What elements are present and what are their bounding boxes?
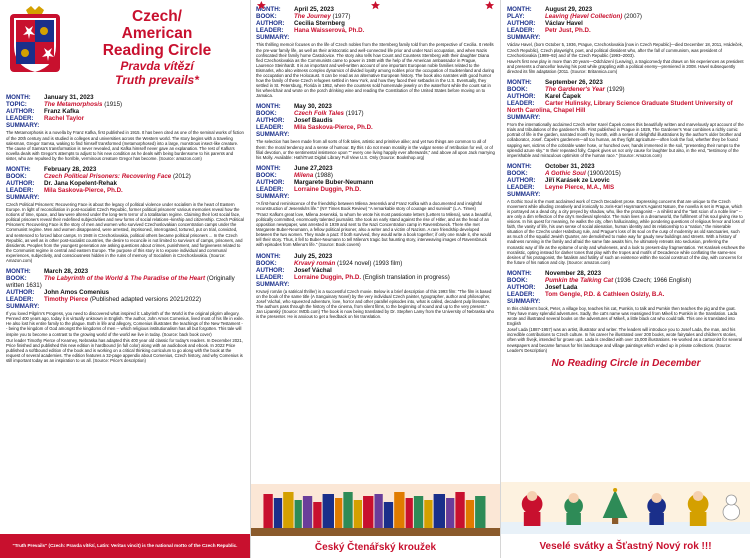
- motto-czech: Pravda vítězí: [120, 59, 194, 73]
- entry-leader: Tom Gengle, P.D. & Cathleen Oslzly, B.A.: [545, 291, 665, 298]
- summary-label: SUMMARY:: [256, 131, 290, 139]
- entry-title-note: (Originally written 1631): [6, 274, 235, 289]
- motto-footnote-bar: [0, 534, 250, 558]
- entry-summary-extra: Havel's first new play in more than 20 years—Odcházení (Leaving), a tragicomedy that draws on his experiences as president and presents a chancellor leaving his post while grappling with a political enemy—premiered in 2008. Havel subsequently directed its film adaptation (2011. (Source: Britannica.com): [507, 58, 744, 74]
- brochure-panel-left: [0, 0, 250, 558]
- entry-summary: Czech Political Prisoners: Recovering Face is about the legacy of political violence under socialism in the heart of Eastern Europe. In light of reconciliation in post-socialist Czech Republic, former political prisoners' various memories reveal how the notions of time, space, and law were altered under the long-term terror of a totalitarian regime. Claiming their lost social face, political prisoners reveal their redefined subjectivities and new forms of social relations--kinship and citizenship. Czech Political Prisoners: Recovering Face is the story of men and women who survived Czechoslovakian concentration camps under the Communist regime. Men and women disappeared, were arrested, imprisoned, interrogated, tortured, put on trial, convicted, and sentenced to forced labor camps. In 1948 in Czechoslovakia, political others became political prisoners ... In the Czech Republic, as well as in other post-socialist countries, the desire to reconcile is not limited to survivors of camps, prisoners, and dissidents. Peoples from the youngest generation are asking questions about crimes, punishment, and forgiveness related to the Communist regime in central and eastern Europe. The purpose of this story is to expose individual and communal experiences, subjectivity, and consciousness hidden in the ruins of memory of Socialism in Czechoslovakia. (Source: Amazon.com): [6, 202, 244, 263]
- entry-month: January 31, 2023: [44, 94, 94, 101]
- month-label: MONTH:: [256, 6, 281, 13]
- december-notice: No Reading Circle in December: [551, 357, 701, 369]
- entry-title: A Gothic Soul: [545, 169, 586, 177]
- book-label: BOOK:: [507, 276, 528, 284]
- entry-month: March 28, 2023: [44, 267, 89, 275]
- entry-author: Josef Baudis: [294, 117, 333, 125]
- author-label: AUTHOR:: [507, 283, 536, 291]
- entry-title-note: (2007): [624, 13, 642, 21]
- panel-footer: [251, 536, 500, 558]
- entry-leader: Timothy Pierce: [44, 296, 89, 304]
- month-label: MONTH:: [256, 252, 281, 260]
- leader-label: LEADER:: [256, 185, 284, 193]
- circle-name-czech: Český Čtenářský kroužek: [314, 541, 437, 553]
- entry-title: Czech Folk Tales: [294, 110, 344, 118]
- brochure-panel-middle: [250, 0, 500, 558]
- motto-english: Truth prevails*: [115, 73, 199, 87]
- author-label: AUTHOR:: [507, 176, 536, 184]
- month-label: MONTH:: [256, 164, 281, 172]
- month-label: MONTH:: [507, 78, 532, 86]
- month-label: MONTH:: [507, 6, 532, 13]
- entry-summary: "A first-hand reminiscence of the friendship between Milena Jesenská and Franz Kafka with a documented and insightful reconstruction of Jesenská's life." (NY Times Book Review) "A remarkable story of courage and survival" (L.A. Times): [256, 201, 483, 212]
- entry-title-note: (1900/2015): [587, 169, 621, 177]
- summary-label: SUMMARY:: [6, 194, 40, 202]
- panel-footer: [501, 534, 750, 558]
- schedule-entry: [256, 253, 495, 320]
- entry-summary: Václav Havel, (born October 5, 1936, Prague, Czechoslovakia [now in Czech Republic]—died December 18, 2011, Hrádeček, Czech Republic), Czech playwright, poet, and political dissident who, after the fall of communism, was president of Czechoslovakia (1989–92) and of the Czech Republic (1993–2003).: [507, 42, 743, 58]
- entry-author: John Amos Comenius: [44, 289, 110, 297]
- entry-author: Karel Čapek: [545, 92, 581, 100]
- entry-month: August 29, 2023: [545, 6, 593, 13]
- book-label: BOOK:: [6, 172, 27, 180]
- month-label: MONTH:: [6, 267, 31, 275]
- entry-title: The Labyrinth of the World & The Paradise of the Heart: [44, 274, 206, 282]
- author-label: AUTHOR:: [256, 266, 285, 274]
- entry-summary: A Gothic Soul is the most acclaimed work of Czech Decadent prose. Expressing concerns that are unique to the Czech movement while alluding creatively and ironically to Joris-Karl Huysmans's Against Nature, the novella is set in Prague, which is portrayed as a dead city, a city preyed by shadow, who, like the protagonist -- a nihilist and the "last scion of a noble line" -- are only a dim reflection of the city's medieval splendor. The main lives in a dreamworld, the fulfilment of his soul giving rise to visions. In his quest for meaning, he walks the city, often hallucinating, while pondering questions of religious fervor and loss of faith, the vanity of life, his own sense of social alienation, human identity and its relationship to a "nation," the miserable situation of the Czechs under Habsburg rule, and Prague's loss of its soul on the cusp of modernity as old sanctuaries, such as much of the squalid Jewish Quarter, are demolished to make way for gaudy new buildings and streets. With a history of madness running in the family and afraid the same fate awaits him, he ultimately retreats into seclusion, preferring the monastic way of life as the epitome of unity and wholeness, and a look to present-day fragmentation. Yet Karásek eschews the moralistic, opting instead for darker tones that play with the tropes and motifs of Decadence while conflating the same-sex desires of his protagonist, the fatalism and futility of such an existence within the social construct of the day, with concerns for the future of his nation and city. (Source: amazon.com): [507, 199, 745, 265]
- author-label: AUTHOR:: [507, 20, 536, 28]
- leader-label: LEADER:: [256, 27, 284, 35]
- entry-title: Krvavý román: [294, 259, 336, 267]
- entry-summary: From the internationally acclaimed Czech writer Karel Čapek comes this beautifully written and marvelously apt account of the trials and tribulations of the gardener's life. First published in Prague in 1929, The Gardener's Year combines a richly comic portrait of life in the garden, narrated month by month, with a series of delightful illustrations by the author's older brother and collaborator, Josef. Čapek's gardeners—all too human, as they fight agriculture—often look the fool, whether they be found sapping wet, victims of the cobrable water hose, or hunched over, hands immersed in the soil, "presenting their rumps to the splendid azure sky." In their repeated folly, Čapek gives us not only cause for laughter but also, in the end, "testimony of the imperishable and miraculous optimism of the human race." (Source: Amazon.com): [507, 122, 744, 158]
- author-label: AUTHOR:: [256, 20, 285, 28]
- author-label: AUTHOR:: [256, 178, 285, 186]
- entry-month: September 26, 2023: [545, 78, 603, 86]
- entry-author: Václav Havel: [545, 20, 583, 28]
- entry-leader-note: (Published adapted versions 2021/2022): [89, 296, 202, 304]
- entry-author: Jiří Karásek ze Lvovic: [545, 176, 610, 184]
- entry-title-note: (1988): [315, 171, 333, 179]
- entry-month: November 28, 2023: [545, 269, 602, 277]
- leader-label: LEADER:: [6, 187, 34, 195]
- entry-leader: Mila Saskova-Pierce, Ph.D.: [294, 124, 373, 132]
- leader-label: LEADER:: [6, 296, 34, 304]
- schedule-entry: [507, 79, 745, 158]
- brochure-panel-right: [500, 0, 750, 558]
- schedule-entry: [256, 165, 495, 248]
- entry-month: June 27,2023: [294, 164, 333, 172]
- entry-summary: If you loved Pilgrim's Progress, you need to discovered what inspired it: Labyrinth of the World is the original pilgrim allegory. Penned 400 years ago, today it is virtually unknown in English. The author, John Amos Comenius, lived most of his life in exile. He also lost his entire family to the plague. Both in life and allegory, Comenius illustrates the teachings of the New Testament -- being the kingdom of God amongst the kingdoms of men -- which religious institutionalism has all but forgotten. This tale will inspire you to become a contrast to the growing world of the world we live in today. (Source: back book cover): [6, 311, 244, 337]
- schedule-entry: [6, 268, 244, 363]
- book-label: BOOK:: [256, 259, 277, 267]
- entry-title: Milena: [294, 171, 314, 179]
- entry-leader: Rachel Taylor: [44, 115, 85, 123]
- author-label: AUTHOR:: [507, 92, 536, 100]
- entry-title-note: (2012): [172, 172, 191, 180]
- entry-title-note: (1977): [332, 13, 351, 21]
- leader-label: LEADER:: [507, 27, 535, 35]
- entry-summary-extra: "Franz Kafka's great love, Milena Jesenská, to whom he wrote his most passionate letters (Letters to Milena), was a beautiful, politically committed, enormously talented journalist. She took an early stand against the rise of Hitler, and as the head of an opposition newspaper, was arrested in 1939 and sent to the Nazi Concentration camp in Ravensbrueck. There she met Margarete Buber-Neumann, a fellow political prisoner, also a writer and a victim of Nazism. A rare friendship developed between the two women. They made a pact: If both survived, they would write a book together; if only one made it, she would tell their story. Thus, it fell to Buber-Neumann to tell Milena's tragic but haunting story, interweaving images of Ravensbruck with episodes from Milena's life." (Source: Book covers): [256, 212, 492, 248]
- leader-label: LEADER:: [507, 291, 535, 298]
- month-label: MONTH:: [6, 165, 31, 173]
- schedule-entry: [6, 166, 244, 263]
- month-label: MONTH:: [507, 162, 532, 170]
- schedule-entry: [256, 6, 495, 98]
- entry-leader: Lorraine Duggin, Ph.D.: [294, 185, 362, 193]
- star-border-icon: [251, 0, 500, 10]
- motto-footnote: "Truth Prevails" (Czech: Pravda vítězí, Latin: Veritas vincit) is the national motto of the Czech Republic.: [12, 543, 238, 549]
- entry-title-note: (1917): [345, 110, 364, 118]
- entry-title-note: (1924 novel) (1993 film): [337, 259, 403, 267]
- book-label: BOOK:: [6, 274, 27, 282]
- entry-summary: The selection has been made from all sorts of folk tales, artistic and primitive alike; and yet two things are common to all of them: the moral tendency and a sense of humour. By this I do not mean morality in the vulgar sense of retribution for evil, or of filial devotion, or the sentimental insistence upon "" every one living happily ever afterwards," and above all upon Jack marrying his Molly. Available: HathiTrust Digital Library Full View U.S. Only (Source: Bookshop.org): [256, 139, 495, 160]
- schedule-entry: [507, 163, 745, 265]
- entry-author: Franz Kafka: [44, 108, 80, 116]
- author-label: AUTHOR:: [6, 108, 35, 116]
- book-label: BOOK:: [256, 13, 277, 21]
- summary-label: SUMMARY:: [507, 191, 541, 199]
- schedule-entry: [6, 94, 244, 161]
- page-title-line-1: Czech/: [132, 8, 182, 25]
- entry-title-note: (1915): [104, 101, 123, 109]
- entry-title-note: (1936 Czech; 1966 English): [614, 276, 692, 284]
- entry-title: Pumkin the Talking Cat: [545, 276, 614, 284]
- entry-month: July 25, 2023: [294, 252, 333, 260]
- entry-title: Czech Political Prisoners: Recovering Face: [44, 172, 172, 180]
- schedule-entry: [507, 6, 745, 74]
- month-label: MONTH:: [6, 94, 31, 101]
- entry-summary: Krvavý román (a satirical thriller) is a successful Czech movie. Below is a brief description of this 1993 film: "The film is based on the book of the same title (A Sanguinary Novel) by the very individual Czech painter, typographer, author and philosopher, Josef Váchal, who squeezed adventure, love, horror and other parallel episodes into, what is called, decadent pulp literature. The authors pass through the history of the cinema, from silent films, to the beginning of sound and up to the very present." Jan Lipanský (Source: IMDb.com) The book is now being translated by Dr. Stephen Lamy from the University of Nebraska who is the presenter. He is anxious to get a feedback on his translation.: [256, 289, 495, 320]
- entry-summary: In this children's book, Peter, a village boy, teaches his cat, Pumkin, to talk and Pumkin then teaches the pig and the goat. They have many splendid adventures. Sadly, the cat's name was reassigned from Mikeš to Pumkin in the translation. Lada wrote and illustrated several books on the adventures of Mikeš, a little black cat who could talk. This one is translated into English: [507, 306, 738, 327]
- book-label: BOOK:: [507, 85, 528, 93]
- entry-month: April 25, 2023: [294, 6, 334, 13]
- summary-label: SUMMARY:: [507, 114, 541, 122]
- month-label: MONTH:: [256, 102, 281, 110]
- summary-label: SUMMARY:: [256, 193, 290, 201]
- play-label: PLAY:: [507, 13, 525, 21]
- author-label: AUTHOR:: [6, 289, 35, 297]
- entry-month: February 28, 2023: [44, 165, 97, 173]
- author-label: AUTHOR:: [6, 179, 35, 187]
- entry-author: Josef Lada: [545, 283, 578, 291]
- holiday-greeting: Veselé svátky a Šťastný Nový rok !!!: [539, 540, 712, 552]
- entry-leader: Hana Waisserová, Ph.D.: [294, 27, 365, 35]
- brochure-header: [6, 6, 244, 94]
- bookshelf-art-icon: [251, 484, 500, 536]
- entry-month: October 31, 2023: [545, 162, 595, 170]
- leader-label: LEADER:: [507, 100, 535, 108]
- entry-leader-note: (English translation in progress): [362, 273, 450, 281]
- summary-label: SUMMARY:: [507, 298, 541, 306]
- summary-label: SUMMARY:: [256, 280, 290, 288]
- entry-leader: Lorraine Duggin, Ph.D.: [294, 273, 362, 281]
- schedule-entry: [507, 270, 745, 353]
- entry-summary-extra: Our leader Timothy Pierce of Kearney, Nebraska has adapted this 400 year old classic for today's readers. In December 2021, Price finished and published this new edition in hardbound (in full color) along with an audiobook and ebook. In 2022 Price published a softbound edition of the book and is working on a critical thinking curriculum to go along with the book at the request of several academies. The edition features a 32-page appendix about Comenius, Czech history, and why Comenius is still important today as an inspiration to us all. (Source: Price's description): [6, 337, 243, 363]
- summary-label: SUMMARY:: [6, 122, 40, 130]
- summary-label: SUMMARY:: [507, 34, 541, 42]
- book-label: BOOK:: [507, 169, 528, 177]
- entry-title: The Metamorphosis: [44, 101, 103, 109]
- entry-author: Cecilia Sternberg: [294, 20, 345, 28]
- entry-title: The Journey: [294, 13, 331, 21]
- entry-title-note: (1929): [606, 85, 625, 93]
- page-title-line-2: American: [121, 25, 193, 42]
- author-label: AUTHOR:: [256, 117, 285, 125]
- topic-label: TOPIC:: [6, 101, 27, 109]
- entry-summary-extra: Josef Lada (1887-1957) was an artist, illustrator and writer. The leaders will introduce you to Josef Lada, the man, and his incredible contributions to Czech culture. In his career he illustrated over 200 books, wrote fairytales and children's stories, often with Švejk, intended for grown ups. Lada is credited with over 15,000 illustrations. He worked as a cartoonist for several newspapers and became famous for his landscape and village paintings which ended up in private collections. (Source: Leader's Description): [507, 327, 743, 353]
- entry-leader: Mila Saskova-Pierce, Ph.D.: [44, 187, 123, 195]
- leader-label: LEADER:: [507, 183, 535, 191]
- book-label: BOOK:: [256, 171, 277, 179]
- month-label: MONTH:: [507, 269, 532, 277]
- entry-leader: Leyne Pierce, M.A., MIS: [545, 183, 615, 191]
- holiday-characters-art-icon: [501, 482, 750, 534]
- entry-author: Dr. Jana Kopelent-Rehak: [44, 179, 117, 187]
- leader-label: LEADER:: [6, 115, 34, 123]
- entry-summary: This thrilling memoir focuses on the life of Czech nobles from the Sternberg family told from the perspective of Cecilia. It retells the pre-war family life, as well as their aristocratic and well-connected life prior and under Nazi occupation, and when Nazis confiscated their family home Častolovice. The story also tells how Count and Countess Sternberg with their daughter Diana fled Czechoslovakia as the Communists came to power in 1948 with the help of the American ambassador in Prague, Laurence Steinhardt. It is an important and well-written account of one important European noble families related to the Bismarks, who also witness complex dynamics of divided loyalty among nobles prior the occupation of Sudetenland and during the occupation and the Holocaust. It can be read as an alternative European history. The book also narrates with good humor how the family of these Czech refugees settled in New York, and how they faced their setbacks in the U.S. Eventually, they settled in St. Petersburg, Florida in 1952, where the countess sold homemade jewelry on the waterfront while the count sat in his wheelchair and wrote on the porch drinking wine and reading the Constitution of the United States before moving on to Jamaica.: [256, 42, 495, 98]
- entry-month: May 30, 2023: [294, 102, 332, 110]
- leader-label: LEADER:: [256, 124, 284, 132]
- summary-label: SUMMARY:: [6, 303, 40, 311]
- entry-author: Josef Váchal: [294, 266, 332, 274]
- book-label: BOOK:: [256, 110, 277, 118]
- schedule-entry: [256, 103, 495, 160]
- entry-title: Leaving (Havel Collection): [545, 13, 623, 21]
- entry-title: The Gardener's Year: [545, 85, 605, 93]
- entry-leader: Petr Just, Ph.D.: [545, 27, 591, 35]
- coat-of-arms-icon: [6, 6, 64, 76]
- entry-leader: Carter Hulinsky, Library Science Graduate Student University of North Carolina, Chapel Hill: [507, 100, 733, 115]
- page-title-line-3: Reading Circle: [102, 42, 212, 59]
- leader-label: LEADER:: [256, 273, 284, 281]
- summary-label: SUMMARY:: [256, 34, 290, 42]
- entry-summary: The Metamorphosis is a novella by Franz Kafka, first published in 1915. It has been cited as one of the seminal works of fiction of the 20th century and is studied in colleges and universities across the Western world. The story begins with a traveling salesman, Gregor Samsa, waking to find himself transformed (metamorphosed) into a large, monstrous insect-like creature. The cause of Samsa's transformation is never revealed, and Kafka himself never gave an explanation. The rest of Kafka's novella deals with Gregor's attempts to adjust to his new condition as he deals with being burdensome to his parents and sister, who are repulsed by the horrible, verminous creature Gregor has become. (Source: amazon.com): [6, 130, 244, 161]
- entry-author: Margarete Buber-Neumann: [294, 178, 374, 186]
